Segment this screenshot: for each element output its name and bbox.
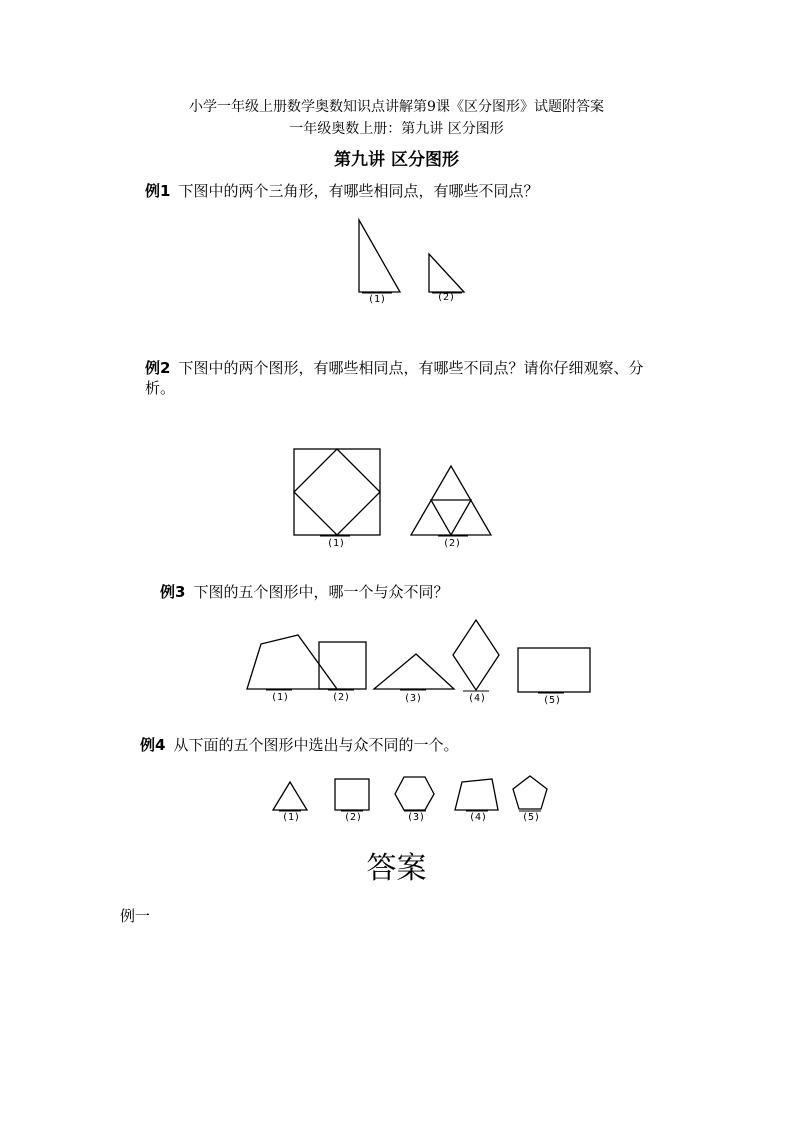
right-triangle-small bbox=[429, 254, 464, 292]
rectangle bbox=[518, 648, 590, 692]
lecture-title: 第九讲 区分图形 bbox=[334, 150, 459, 170]
caption-4: (4) bbox=[468, 693, 487, 704]
triangle bbox=[374, 654, 454, 689]
document-title: 小学一年级上册数学奥数知识点讲解第9课《区分图形》试题附答案 bbox=[189, 99, 604, 115]
trapezoid bbox=[455, 779, 498, 810]
example-3-label: 例3 bbox=[160, 583, 186, 601]
example-4-label: 例4 bbox=[140, 736, 166, 754]
trapezoid bbox=[247, 635, 337, 689]
example-1-figure bbox=[340, 210, 480, 310]
caption-1: (1) bbox=[368, 294, 387, 305]
example-4-text: 从下面的五个图形中选出与众不同的一个。 bbox=[173, 736, 459, 754]
document-subtitle: 一年级奥数上册：第九讲 区分图形 bbox=[289, 121, 504, 137]
caption-2: (2) bbox=[437, 292, 456, 303]
caption-1: (1) bbox=[271, 692, 290, 703]
example-2-text: 下图中的两个图形，有哪些相同点，有哪些不同点？请你仔细观察、分析。 bbox=[145, 359, 644, 397]
caption-4: (4) bbox=[469, 812, 488, 823]
caption-2: (2) bbox=[344, 812, 363, 823]
example-1-label: 例1 bbox=[145, 182, 171, 200]
example-4 bbox=[140, 735, 660, 755]
example-2-label: 例2 bbox=[145, 359, 171, 377]
answers-heading: 答案 bbox=[366, 851, 427, 886]
triangle bbox=[273, 782, 307, 810]
pentagon bbox=[513, 776, 547, 809]
caption-3: (3) bbox=[407, 812, 426, 823]
caption-3: (3) bbox=[404, 693, 423, 704]
caption-2: (2) bbox=[443, 538, 462, 549]
square bbox=[319, 642, 366, 689]
example-3 bbox=[160, 582, 680, 602]
example-3-text: 下图的五个图形中，哪一个与众不同？ bbox=[193, 583, 449, 601]
example-2-figure bbox=[285, 440, 505, 555]
example-4-figure bbox=[265, 770, 555, 830]
hexagon bbox=[395, 777, 434, 810]
inner-triangle bbox=[431, 500, 471, 535]
rhombus bbox=[453, 620, 499, 690]
answer-item-1: 例一 bbox=[120, 907, 151, 925]
example-1-text: 下图中的两个三角形，有哪些相同点，有哪些不同点？ bbox=[178, 182, 539, 200]
right-triangle-large bbox=[359, 220, 400, 292]
outer-square bbox=[294, 449, 380, 535]
caption-5: (5) bbox=[522, 812, 541, 823]
example-2 bbox=[145, 358, 665, 398]
caption-1: (1) bbox=[327, 538, 346, 549]
example-3-figure bbox=[240, 615, 600, 710]
square bbox=[335, 779, 369, 810]
caption-1: (1) bbox=[282, 812, 301, 823]
inner-diamond bbox=[294, 449, 380, 535]
example-1 bbox=[145, 181, 665, 201]
caption-2: (2) bbox=[332, 692, 351, 703]
caption-5: (5) bbox=[543, 695, 562, 706]
